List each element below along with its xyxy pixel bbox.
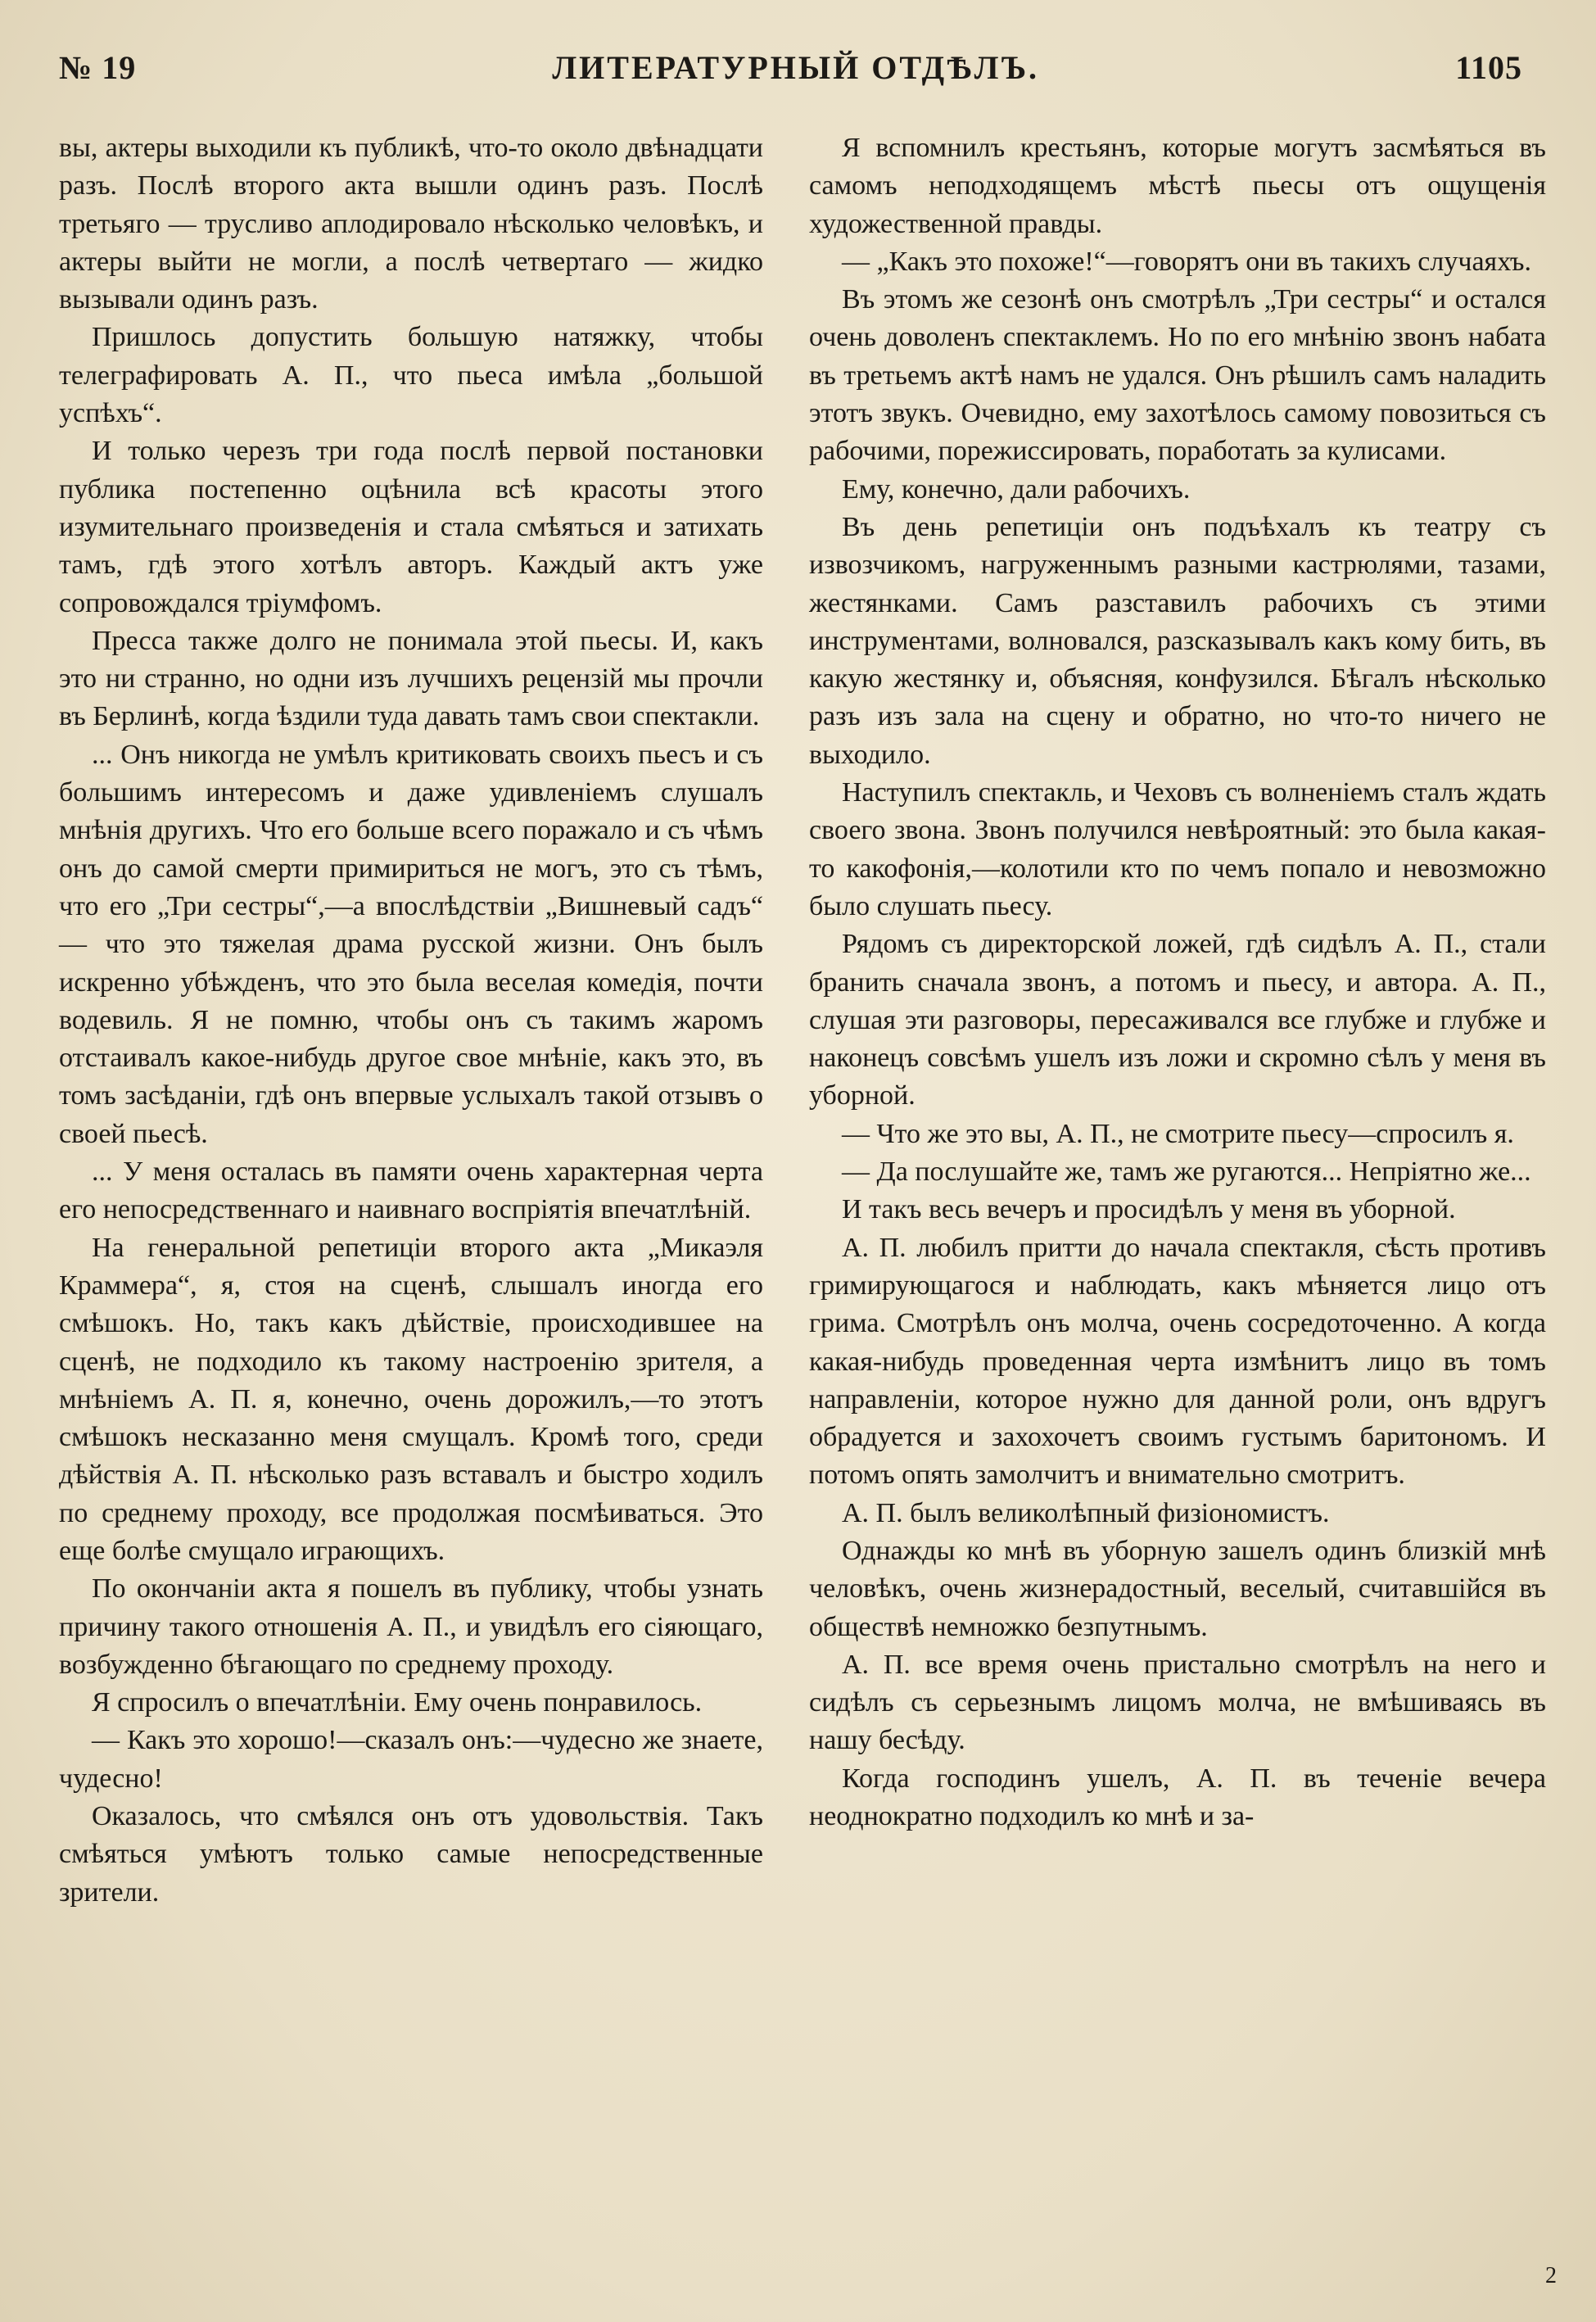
issue-number: № 19 — [59, 48, 137, 86]
right-column — [809, 129, 1546, 1835]
paragraph: Пресса также долго не понимала этой пьесы. И, какъ это ни странно, но одни изъ лучшихъ рецензій мы прочли въ Берлинѣ, когда ѣздили туда давать тамъ свои спектакли. — [59, 625, 763, 732]
section-title: ЛИТЕРАТУРНЫЙ ОТДѢЛЪ. — [552, 48, 1040, 86]
paragraph: Въ этомъ же сезонѣ онъ смотрѣлъ „Три сестры“ и остался очень доволенъ спектаклемъ. Но по его мнѣнію звонъ набата въ третьемъ актѣ намъ не удался. Онъ рѣшилъ самъ наладить этотъ звукъ. Очевидно, ему захотѣлось самому повозиться съ рабочими, порежиссировать, поработать за кулисами. — [809, 284, 1546, 467]
paragraph: И такъ весь вечеръ и просидѣлъ у меня въ уборной. — [842, 1194, 1456, 1225]
page-number: 1105 — [1455, 48, 1522, 86]
paragraph: — „Какъ это похоже!“—говорятъ они въ такихъ случаяхъ. — [842, 246, 1531, 277]
signature-mark: 2 — [1545, 2263, 1557, 2288]
paragraph: Однажды ко мнѣ въ уборную зашелъ одинъ близкій мнѣ человѣкъ, очень жизнерадостный, веселый, считавшійся въ обществѣ немножко безпутнымъ. — [809, 1535, 1546, 1642]
paragraph: ... Онъ никогда не умѣлъ критиковать своихъ пьесъ и съ большимъ интересомъ и даже удивленіемъ слушалъ мнѣнія другихъ. Что его больше всего поражало и съ чѣмъ онъ до самой смерти примириться не могъ, это съ тѣмъ, что его „Три сестры“,—а впослѣдствіи „Вишневый садъ“ — что это тяжелая драма русской жизни. Онъ былъ искренно убѣжденъ, что это была веселая комедія, почти водевиль. Я не помню, чтобы онъ съ такимъ жаромъ отстаивалъ какое-нибудь другое свое мнѣніе, какъ это, въ томъ засѣданіи, гдѣ онъ впервые услыхалъ такой отзывъ о своей пьесѣ. — [59, 739, 763, 1149]
paragraph: Оказалось, что смѣялся онъ отъ удовольствія. Такъ смѣяться умѣютъ только самые непосредственные зрители. — [59, 1801, 763, 1908]
paragraph: Пришлось допустить большую натяжку, чтобы телеграфировать А. П., что пьеса имѣла „большой успѣхъ“. — [59, 322, 763, 429]
paragraph: Рядомъ съ директорской ложей, гдѣ сидѣлъ А. П., стали бранить сначала звонъ, а потомъ и пьесу, и автора. А. П., слушая эти разговоры, пересаживался все глубже и глубже и наконецъ совсѣмъ ушелъ изъ ложи и скромно сѣлъ у меня въ уборной. — [809, 929, 1546, 1111]
paragraph: Наступилъ спектакль, и Чеховъ съ волненіемъ сталъ ждать своего звона. Звонъ получился невѣроятный: это была какая-то какофонія,—колотили кто по чемъ попало и невозможно было слушать пьесу. — [809, 777, 1546, 921]
paragraph: ... У меня осталась въ памяти очень характерная черта его непосредственнаго и наивнаго воспріятія впечатлѣній. — [59, 1156, 763, 1225]
page-header — [59, 43, 1522, 92]
paragraph: А. П. любилъ притти до начала спектакля, сѣсть противъ гримирующагося и наблюдать, какъ мѣняется лицо отъ грима. Смотрѣлъ онъ молча, очень сосредоточенно. А когда какая-нибудь проведенная черта измѣнитъ лицо въ томъ направленіи, которое нужно для данной роли, онъ вдругъ обрадуется и захохочетъ своимъ густымъ баритономъ. И потомъ опять замолчитъ и внимательно смотритъ. — [809, 1232, 1546, 1491]
paragraph: Я вспомнилъ крестьянъ, которые могутъ засмѣяться въ самомъ неподходящемъ мѣстѣ пьесы отъ ощущенія художественной правды. — [809, 133, 1546, 239]
paragraph: И только черезъ три года послѣ первой постановки публика постепенно оцѣнила всѣ красоты этого изумительнаго произведенія и стала смѣяться и затихать тамъ, гдѣ этого хотѣлъ авторъ. Каждый актъ уже сопровождался тріумфомъ. — [59, 436, 763, 618]
paragraph: вы, актеры выходили къ публикѣ, что-то около двѣнадцати разъ. Послѣ второго акта вышли одинъ разъ. Послѣ третьяго — трусливо аплодировало нѣсколько человѣкъ, и актеры выйти не могли, а послѣ четвертаго — жидко вызывали одинъ разъ. — [59, 133, 763, 315]
paragraph: По окончаніи акта я пошелъ въ публику, чтобы узнать причину такого отношенія А. П., и увидѣлъ его сіяющаго, возбужденно бѣгающаго по среднему проходу. — [59, 1573, 763, 1680]
paragraph: Въ день репетиціи онъ подъѣхалъ къ театру съ извозчикомъ, нагруженнымъ разными кастрюлями, тазами, жестянками. Самъ разставилъ рабочихъ съ этими инструментами, волновался, разсказывалъ какъ кому бить, въ какую жестянку и, объясняя, конфузился. Бѣгалъ нѣсколько разъ изъ зала на сцену и обратно, но что-то ничего не выходило. — [809, 511, 1546, 770]
paragraph: Когда господинъ ушелъ, А. П. въ теченіе вечера неоднократно подходилъ ко мнѣ и за- — [809, 1763, 1546, 1832]
paragraph: — Какъ это хорошо!—сказалъ онъ:—чудесно же знаете, чудесно! — [59, 1725, 763, 1794]
paragraph: На генеральной репетиціи второго акта „Микаэля Краммера“, я, стоя на сценѣ, слышалъ иногда его смѣшокъ. Но, такъ какъ дѣйствіе, происходившее на сценѣ, не подходило къ такому настроенію зрителя, а мнѣніемъ А. П. я, конечно, очень дорожилъ,—то этотъ смѣшокъ несказанно меня смущалъ. Кромѣ того, среди дѣйствія А. П. нѣсколько разъ вставалъ и быстро ходилъ по среднему проходу, все продолжая посмѣиваться. Это еще болѣе смущало играющихъ. — [59, 1232, 763, 1566]
paragraph: А. П. все время очень пристально смотрѣлъ на него и сидѣлъ съ серьезнымъ лицомъ молча, не вмѣшиваясь въ нашу бесѣду. — [809, 1649, 1546, 1756]
paragraph: А. П. былъ великолѣпный физіономистъ. — [842, 1497, 1330, 1528]
paragraph: Я спросилъ о впечатлѣніи. Ему очень понравилось. — [92, 1687, 703, 1718]
paragraph: — Что же это вы, А. П., не смотрите пьесу—спросилъ я. — [842, 1118, 1514, 1149]
paragraph: Ему, конечно, дали рабочихъ. — [842, 473, 1191, 505]
left-column — [59, 129, 763, 1912]
paragraph: — Да послушайте же, тамъ же ругаются... Непріятно же... — [842, 1156, 1531, 1188]
